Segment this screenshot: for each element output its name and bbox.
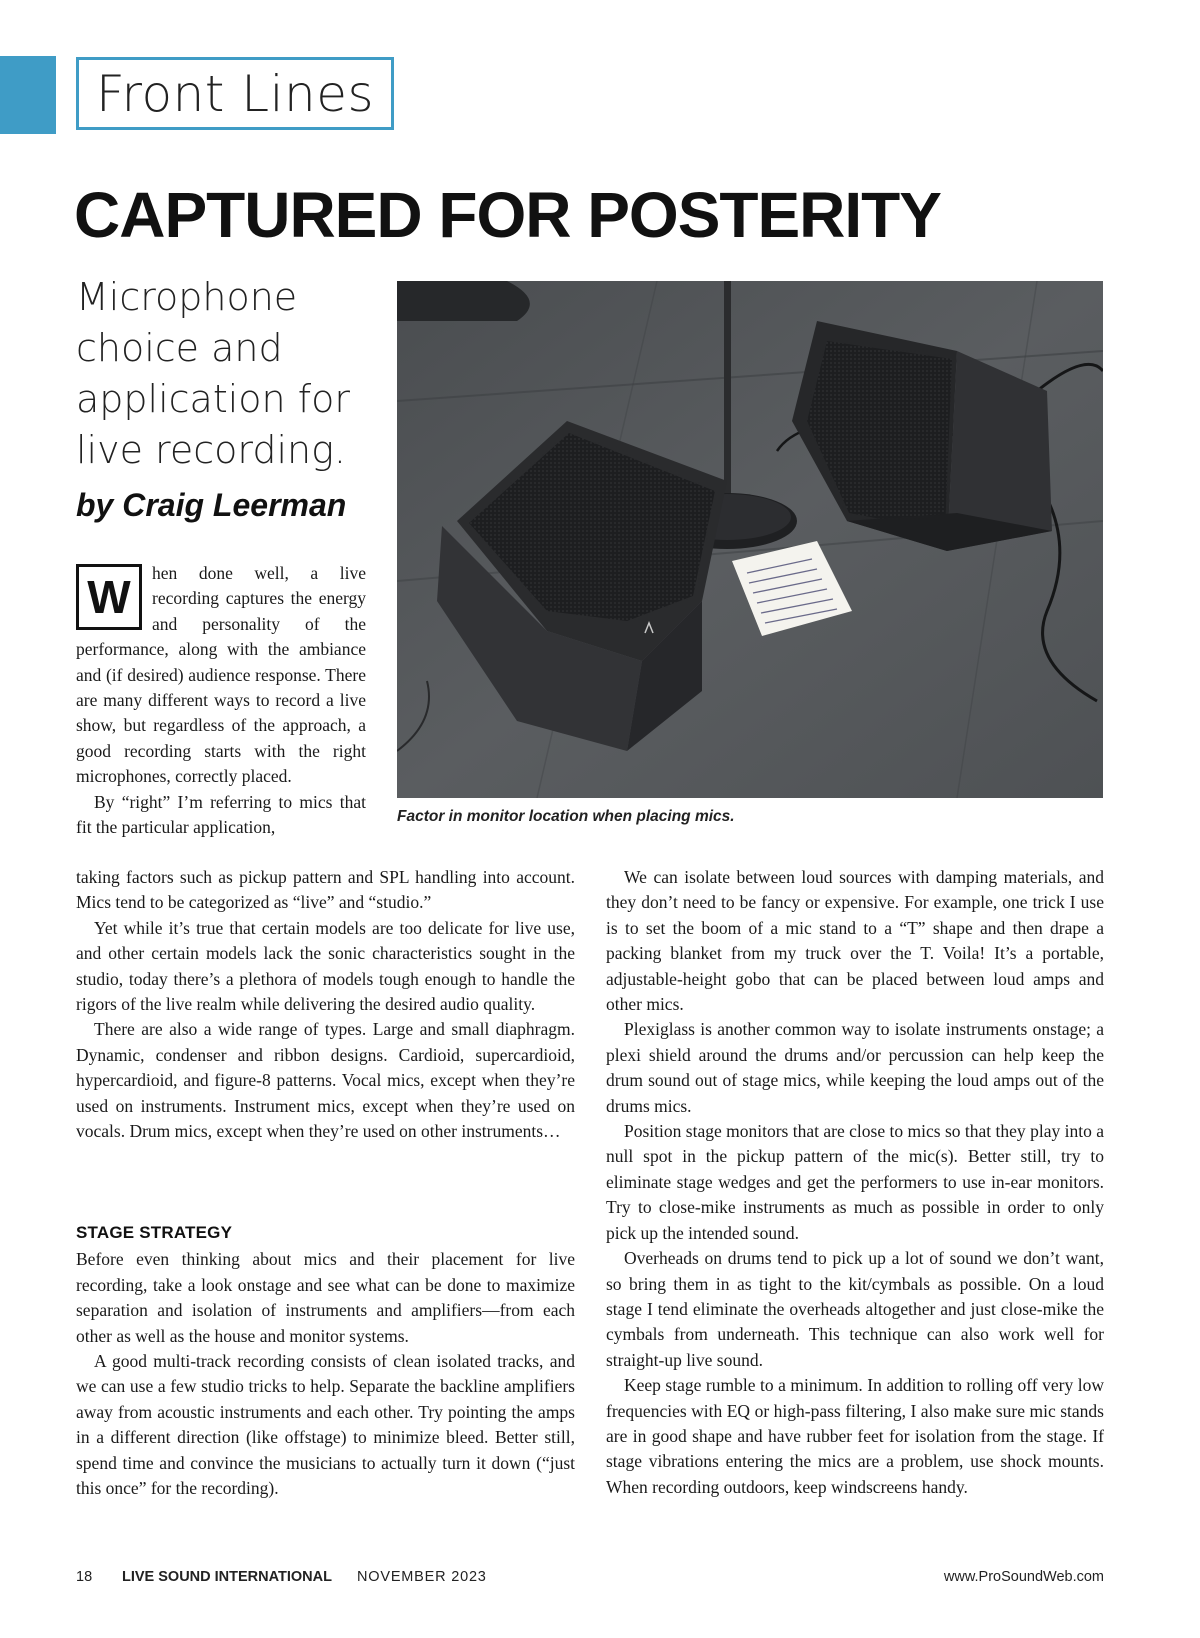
paragraph-monitors: Position stage monitors that are close to mics so that they play into a null spot in the pickup pattern of the mic(s). Better still, try to eliminate stage wedges and get the performers to use in-ear monitors. Try to close-mike instruments as much as possible in order to only pick up the intended sound. <box>606 1121 1104 1243</box>
issue-date: NOVEMBER 2023 <box>357 1569 487 1585</box>
paragraph-stage-1: Before even thinking about mics and their placement for live recording, take a look onstage and see what can be done to maximize separation and isolation of instruments and amplifiers—from each other as well as the house and monitor systems. <box>76 1249 575 1346</box>
drop-cap: W <box>76 564 142 630</box>
article-byline: by Craig Leerman <box>76 487 347 523</box>
paragraph-rumble: Keep stage rumble to a minimum. In addition to rolling off very low frequencies with EQ or high-pass filtering, I also make sure mic stands are in good shape and have rubber feet for isolation from the stage. If stage vibrations entering the mics are a problem, use shock mounts. When recording outdoors, keep windscreens handy. <box>606 1375 1104 1497</box>
paragraph-stage-2: A good multi-track recording consists of clean isolated tracks, and we can use a few studio tricks to help. Separate the backline amplifiers away from acoustic instruments and each other. Try pointing the amps in a different direction (like offstage) to minimize bleed. Better still, spend time and convince the musicians to actually turn it down (“just this once” for the recording). <box>76 1351 575 1499</box>
page-footer <box>76 1569 1104 1589</box>
paragraph-plexiglass: Plexiglass is another common way to isolate instruments onstage; a plexi shield around the drums and/or percussion can help keep the drum sound out of stage mics, while keeping the loud amps out of the drums mics. <box>606 1019 1104 1116</box>
paragraph-yet: Yet while it’s true that certain models are too delicate for live use, and other certain models lack the sonic characteristics sought in the studio, today there’s a plethora of models tough enough to handle the rigors of the live realm while delivering the desired audio quality. <box>76 917 575 1015</box>
intro-paragraph: hen done well, a live recording captures the energy and personality of the performance, along with the ambiance and (if desired) audience response. There are many different ways to record a live show, but regardless of the approach, a good recording starts with the right microphones, correctly placed. <box>76 563 366 787</box>
intro-column <box>76 561 366 840</box>
intro-paragraph-second: By “right” I’m referring to mics that fit the particular application, <box>76 791 366 838</box>
article-headline: CAPTURED FOR POSTERITY <box>74 179 941 251</box>
column-two-body <box>606 865 1104 1500</box>
article-subhead: Microphone choice and application for live recording. <box>76 275 350 472</box>
paragraph-overheads: Overheads on drums tend to pick up a lot of sound we don’t want, so bring them in as tight to the kit/cymbals as possible. On a loud stage I tend eliminate the overheads altogether and just close-mike the cymbals from underneath. This technique can also work well for straight-up live sound. <box>606 1248 1104 1370</box>
website-link[interactable]: www.ProSoundWeb.com <box>943 1569 1104 1585</box>
stage-strategy-heading: STAGE STRATEGY <box>76 1223 233 1242</box>
section-tab-accent <box>0 56 56 134</box>
stage-monitors-photo <box>397 281 1103 798</box>
intro-paragraph-continued: taking factors such as pickup pattern and SPL handling into account. Mics tend to be categorized as “live” and “studio.” <box>76 867 575 913</box>
stage-strategy-section <box>76 1220 575 1501</box>
photo-caption: Factor in monitor location when placing mics. <box>397 808 735 825</box>
column-one-body <box>76 865 575 1144</box>
page-number: 18 <box>76 1569 93 1585</box>
section-label: Front Lines <box>95 64 375 123</box>
paragraph-types: There are also a wide range of types. Large and small diaphragm. Dynamic, condenser and ribbon designs. Cardioid, supercardioid, hypercardioid, and figure-8 patterns. Vocal mics, except when they’re used on instruments. Instrument mics, except when they’re used on vocals. Drum mics, except when they’re used on other instruments… <box>76 1019 575 1142</box>
paragraph-damping: We can isolate between loud sources with damping materials, and they don’t need to be fancy or expensive. For example, one trick I use is to set the boom of a mic stand to a “T” shape and then drape a packing blanket from my truck over the T. Voila! It’s a portable, adjustable-height gobo that can be placed between loud amps and other mics. <box>606 867 1104 1015</box>
section-label-box <box>76 57 394 130</box>
magazine-name: LIVE SOUND INTERNATIONAL <box>122 1569 332 1585</box>
stage-monitors-illustration <box>397 281 1103 798</box>
